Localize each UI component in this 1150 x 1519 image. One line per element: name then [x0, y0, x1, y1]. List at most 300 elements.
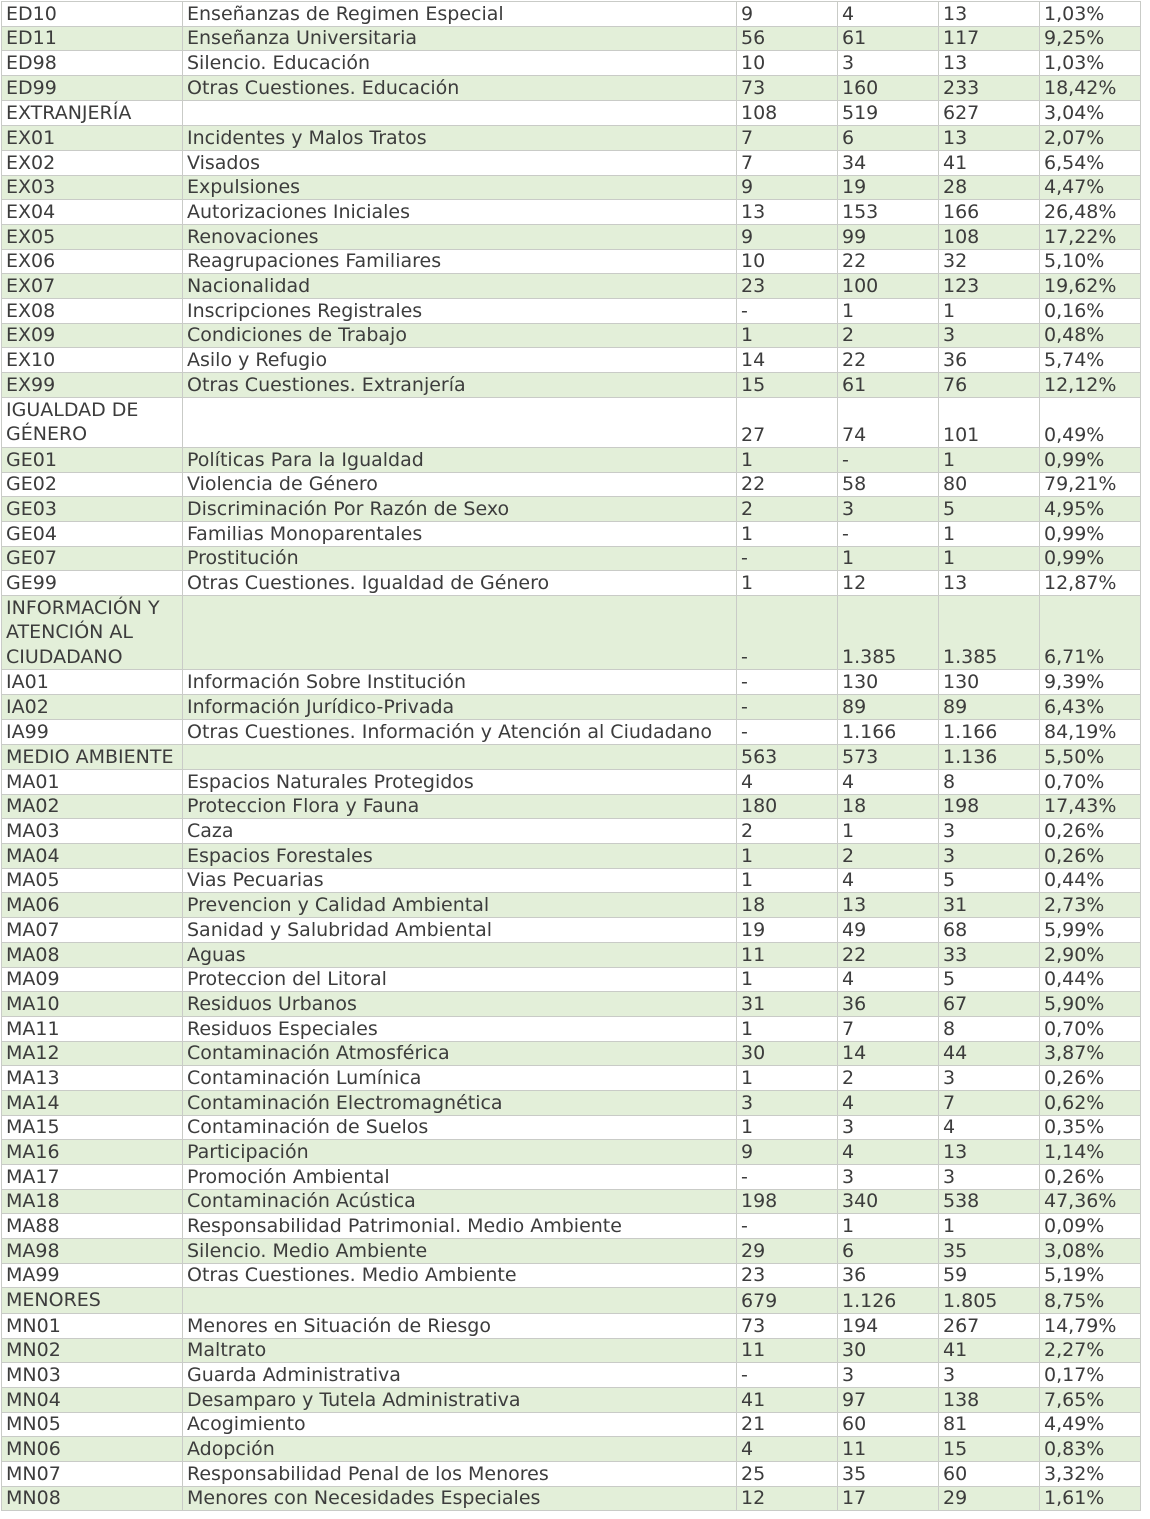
value-cell-1: 1 — [737, 521, 838, 546]
table-row — [2, 225, 1141, 250]
table-row — [2, 51, 1141, 76]
percent-cell: 9,25% — [1040, 26, 1141, 51]
value-cell-1: 23 — [737, 274, 838, 299]
value-cell-2: 19 — [838, 175, 939, 200]
code-cell: MA18 — [2, 1189, 183, 1214]
description-cell: Desamparo y Tutela Administrativa — [183, 1388, 737, 1413]
description-cell: Expulsiones — [183, 175, 737, 200]
table-row — [2, 175, 1141, 200]
percent-cell: 0,99% — [1040, 546, 1141, 571]
code-cell: MA99 — [2, 1263, 183, 1288]
value-cell-1: 9 — [737, 175, 838, 200]
description-cell: Sanidad y Salubridad Ambiental — [183, 918, 737, 943]
value-cell-2: 30 — [838, 1338, 939, 1363]
percent-cell: 0,70% — [1040, 1016, 1141, 1041]
code-cell: GE03 — [2, 497, 183, 522]
code-cell: MA03 — [2, 819, 183, 844]
table-row — [2, 1263, 1141, 1288]
table-row — [2, 76, 1141, 101]
percent-cell: 12,12% — [1040, 373, 1141, 398]
percent-cell: 0,99% — [1040, 521, 1141, 546]
percent-cell: 5,99% — [1040, 918, 1141, 943]
table-row — [2, 150, 1141, 175]
value-cell-2: 130 — [838, 670, 939, 695]
percent-cell: 6,54% — [1040, 150, 1141, 175]
table-row — [2, 868, 1141, 893]
percent-cell: 3,87% — [1040, 1041, 1141, 1066]
value-cell-2: 1.126 — [838, 1288, 939, 1314]
code-cell: GE02 — [2, 472, 183, 497]
code-cell: IGUALDAD DE GÉNERO — [2, 397, 183, 447]
total-cell: 267 — [939, 1313, 1040, 1338]
value-cell-1: 31 — [737, 992, 838, 1017]
table-row — [2, 1363, 1141, 1388]
value-cell-2: 58 — [838, 472, 939, 497]
description-cell: Residuos Especiales — [183, 1016, 737, 1041]
total-cell: 5 — [939, 868, 1040, 893]
table-row — [2, 770, 1141, 795]
description-cell: Silencio. Educación — [183, 51, 737, 76]
value-cell-1: 2 — [737, 819, 838, 844]
total-cell: 33 — [939, 942, 1040, 967]
code-cell: IA01 — [2, 670, 183, 695]
value-cell-2: 1.385 — [838, 595, 939, 670]
value-cell-2: 1.166 — [838, 719, 939, 744]
code-cell: MA14 — [2, 1090, 183, 1115]
description-cell: Reagrupaciones Familiares — [183, 249, 737, 274]
value-cell-1: 563 — [737, 744, 838, 770]
value-cell-2: 2 — [838, 1066, 939, 1091]
description-cell: Asilo y Refugio — [183, 348, 737, 373]
table-row — [2, 2, 1141, 27]
value-cell-1: 1 — [737, 1115, 838, 1140]
code-cell: GE07 — [2, 546, 183, 571]
value-cell-1: 1 — [737, 868, 838, 893]
value-cell-2: 3 — [838, 1115, 939, 1140]
table-row — [2, 373, 1141, 398]
table-row — [2, 1214, 1141, 1239]
value-cell-1: 4 — [737, 1437, 838, 1462]
code-cell: MN01 — [2, 1313, 183, 1338]
total-cell: 28 — [939, 175, 1040, 200]
value-cell-2: 3 — [838, 497, 939, 522]
percent-cell: 0,70% — [1040, 770, 1141, 795]
value-cell-1: 19 — [737, 918, 838, 943]
category-row — [2, 397, 1141, 447]
total-cell: 3 — [939, 323, 1040, 348]
value-cell-2: 3 — [838, 1363, 939, 1388]
code-cell: MA04 — [2, 844, 183, 869]
table-row — [2, 967, 1141, 992]
total-cell: 41 — [939, 150, 1040, 175]
description-cell — [183, 1288, 737, 1314]
code-cell: EXTRANJERÍA — [2, 100, 183, 126]
value-cell-1: 1 — [737, 571, 838, 596]
value-cell-1: 1 — [737, 1016, 838, 1041]
percent-cell: 5,50% — [1040, 744, 1141, 770]
value-cell-1: 7 — [737, 126, 838, 151]
table-row — [2, 521, 1141, 546]
total-cell: 15 — [939, 1437, 1040, 1462]
value-cell-1: 29 — [737, 1239, 838, 1264]
description-cell: Contaminación Lumínica — [183, 1066, 737, 1091]
code-cell: IA02 — [2, 695, 183, 720]
total-cell: 68 — [939, 918, 1040, 943]
description-cell: Residuos Urbanos — [183, 992, 737, 1017]
description-cell: Otras Cuestiones. Igualdad de Género — [183, 571, 737, 596]
percent-cell: 79,21% — [1040, 472, 1141, 497]
percent-cell: 0,17% — [1040, 1363, 1141, 1388]
value-cell-2: 4 — [838, 1140, 939, 1165]
value-cell-2: 1 — [838, 546, 939, 571]
table-row — [2, 546, 1141, 571]
percent-cell: 0,44% — [1040, 967, 1141, 992]
total-cell: 81 — [939, 1412, 1040, 1437]
value-cell-1: - — [737, 299, 838, 324]
total-cell: 44 — [939, 1041, 1040, 1066]
category-row — [2, 744, 1141, 770]
code-cell: GE04 — [2, 521, 183, 546]
value-cell-2: 3 — [838, 51, 939, 76]
total-cell: 8 — [939, 1016, 1040, 1041]
percent-cell: 0,26% — [1040, 819, 1141, 844]
code-cell: MA88 — [2, 1214, 183, 1239]
total-cell: 166 — [939, 200, 1040, 225]
total-cell: 3 — [939, 1066, 1040, 1091]
code-cell: INFORMACIÓN Y ATENCIÓN AL CIUDADANO — [2, 595, 183, 670]
value-cell-2: 4 — [838, 2, 939, 27]
description-cell: Caza — [183, 819, 737, 844]
percent-cell: 4,95% — [1040, 497, 1141, 522]
percent-cell: 4,47% — [1040, 175, 1141, 200]
value-cell-2: 194 — [838, 1313, 939, 1338]
description-cell: Visados — [183, 150, 737, 175]
total-cell: 41 — [939, 1338, 1040, 1363]
category-row — [2, 595, 1141, 670]
value-cell-1: 180 — [737, 794, 838, 819]
percent-cell: 0,09% — [1040, 1214, 1141, 1239]
value-cell-1: 13 — [737, 200, 838, 225]
value-cell-1: 10 — [737, 249, 838, 274]
table-row — [2, 918, 1141, 943]
total-cell: 80 — [939, 472, 1040, 497]
code-cell: GE01 — [2, 447, 183, 472]
description-cell: Otras Cuestiones. Educación — [183, 76, 737, 101]
value-cell-2: 17 — [838, 1486, 939, 1511]
percent-cell: 6,43% — [1040, 695, 1141, 720]
total-cell: 29 — [939, 1486, 1040, 1511]
value-cell-1: - — [737, 546, 838, 571]
description-cell: Políticas Para la Igualdad — [183, 447, 737, 472]
table-row — [2, 1462, 1141, 1487]
percent-cell: 3,04% — [1040, 100, 1141, 126]
value-cell-2: 2 — [838, 323, 939, 348]
percent-cell: 0,16% — [1040, 299, 1141, 324]
table-row — [2, 992, 1141, 1017]
code-cell: MA98 — [2, 1239, 183, 1264]
code-cell: MA08 — [2, 942, 183, 967]
value-cell-2: 7 — [838, 1016, 939, 1041]
description-cell: Enseñanza Universitaria — [183, 26, 737, 51]
description-cell: Proteccion Flora y Fauna — [183, 794, 737, 819]
table-row — [2, 1115, 1141, 1140]
total-cell: 108 — [939, 225, 1040, 250]
code-cell: MA09 — [2, 967, 183, 992]
percent-cell: 5,90% — [1040, 992, 1141, 1017]
table-row — [2, 1090, 1141, 1115]
description-cell: Contaminación Atmosférica — [183, 1041, 737, 1066]
percent-cell: 0,83% — [1040, 1437, 1141, 1462]
description-cell: Menores en Situación de Riesgo — [183, 1313, 737, 1338]
percent-cell: 26,48% — [1040, 200, 1141, 225]
description-cell: Incidentes y Malos Tratos — [183, 126, 737, 151]
value-cell-2: 89 — [838, 695, 939, 720]
value-cell-2: 61 — [838, 373, 939, 398]
percent-cell: 0,49% — [1040, 397, 1141, 447]
total-cell: 5 — [939, 497, 1040, 522]
table-row — [2, 1165, 1141, 1190]
description-cell: Renovaciones — [183, 225, 737, 250]
value-cell-2: - — [838, 447, 939, 472]
table-row — [2, 844, 1141, 869]
value-cell-1: 23 — [737, 1263, 838, 1288]
value-cell-1: 1 — [737, 844, 838, 869]
table-row — [2, 348, 1141, 373]
total-cell: 7 — [939, 1090, 1040, 1115]
value-cell-1: 18 — [737, 893, 838, 918]
code-cell: MA10 — [2, 992, 183, 1017]
value-cell-1: 73 — [737, 76, 838, 101]
value-cell-2: 160 — [838, 76, 939, 101]
table-row — [2, 893, 1141, 918]
code-cell: IA99 — [2, 719, 183, 744]
total-cell: 1 — [939, 1214, 1040, 1239]
value-cell-2: 36 — [838, 1263, 939, 1288]
description-cell: Participación — [183, 1140, 737, 1165]
value-cell-1: 9 — [737, 225, 838, 250]
value-cell-1: 56 — [737, 26, 838, 51]
code-cell: MA06 — [2, 893, 183, 918]
value-cell-2: 22 — [838, 249, 939, 274]
description-cell: Maltrato — [183, 1338, 737, 1363]
code-cell: ED98 — [2, 51, 183, 76]
table-row — [2, 1041, 1141, 1066]
table-row — [2, 323, 1141, 348]
value-cell-2: 14 — [838, 1041, 939, 1066]
value-cell-1: 679 — [737, 1288, 838, 1314]
total-cell: 117 — [939, 26, 1040, 51]
value-cell-1: 25 — [737, 1462, 838, 1487]
value-cell-2: 34 — [838, 150, 939, 175]
value-cell-1: 1 — [737, 1066, 838, 1091]
value-cell-1: 4 — [737, 770, 838, 795]
value-cell-2: 22 — [838, 942, 939, 967]
table-row — [2, 1066, 1141, 1091]
total-cell: 1.136 — [939, 744, 1040, 770]
description-cell: Prevencion y Calidad Ambiental — [183, 893, 737, 918]
percent-cell: 5,74% — [1040, 348, 1141, 373]
value-cell-1: - — [737, 1363, 838, 1388]
percent-cell: 14,79% — [1040, 1313, 1141, 1338]
table-row — [2, 26, 1141, 51]
description-cell: Discriminación Por Razón de Sexo — [183, 497, 737, 522]
total-cell: 1.385 — [939, 595, 1040, 670]
code-cell: MENORES — [2, 1288, 183, 1314]
total-cell: 1 — [939, 521, 1040, 546]
total-cell: 5 — [939, 967, 1040, 992]
value-cell-1: - — [737, 719, 838, 744]
code-cell: MN02 — [2, 1338, 183, 1363]
description-cell: Vias Pecuarias — [183, 868, 737, 893]
percent-cell: 0,26% — [1040, 1165, 1141, 1190]
value-cell-2: 1 — [838, 1214, 939, 1239]
table-row — [2, 942, 1141, 967]
total-cell: 4 — [939, 1115, 1040, 1140]
description-cell — [183, 397, 737, 447]
value-cell-2: 153 — [838, 200, 939, 225]
description-cell: Aguas — [183, 942, 737, 967]
percent-cell: 84,19% — [1040, 719, 1141, 744]
table-row — [2, 571, 1141, 596]
table-row — [2, 1313, 1141, 1338]
value-cell-2: 4 — [838, 770, 939, 795]
code-cell: MA11 — [2, 1016, 183, 1041]
code-cell: EX99 — [2, 373, 183, 398]
value-cell-2: 4 — [838, 1090, 939, 1115]
percent-cell: 0,48% — [1040, 323, 1141, 348]
percent-cell: 1,03% — [1040, 51, 1141, 76]
code-cell: ED99 — [2, 76, 183, 101]
code-cell: MA02 — [2, 794, 183, 819]
description-cell: Promoción Ambiental — [183, 1165, 737, 1190]
value-cell-2: 11 — [838, 1437, 939, 1462]
value-cell-1: - — [737, 1214, 838, 1239]
percent-cell: 9,39% — [1040, 670, 1141, 695]
code-cell: EX03 — [2, 175, 183, 200]
value-cell-2: 340 — [838, 1189, 939, 1214]
value-cell-2: 22 — [838, 348, 939, 373]
description-cell — [183, 100, 737, 126]
total-cell: 59 — [939, 1263, 1040, 1288]
description-cell: Responsabilidad Patrimonial. Medio Ambiente — [183, 1214, 737, 1239]
percent-cell: 7,65% — [1040, 1388, 1141, 1413]
total-cell: 1 — [939, 447, 1040, 472]
value-cell-1: 10 — [737, 51, 838, 76]
total-cell: 3 — [939, 1363, 1040, 1388]
code-cell: EX05 — [2, 225, 183, 250]
description-cell: Silencio. Medio Ambiente — [183, 1239, 737, 1264]
value-cell-2: 18 — [838, 794, 939, 819]
value-cell-1: 41 — [737, 1388, 838, 1413]
value-cell-2: 97 — [838, 1388, 939, 1413]
description-cell: Información Sobre Institución — [183, 670, 737, 695]
description-cell — [183, 595, 737, 670]
value-cell-2: 35 — [838, 1462, 939, 1487]
description-cell: Adopción — [183, 1437, 737, 1462]
code-cell: MN03 — [2, 1363, 183, 1388]
total-cell: 35 — [939, 1239, 1040, 1264]
code-cell: MA12 — [2, 1041, 183, 1066]
total-cell: 233 — [939, 76, 1040, 101]
table-row — [2, 1388, 1141, 1413]
table-row — [2, 126, 1141, 151]
total-cell: 3 — [939, 1165, 1040, 1190]
description-cell: Acogimiento — [183, 1412, 737, 1437]
value-cell-1: 11 — [737, 1338, 838, 1363]
value-cell-1: 1 — [737, 323, 838, 348]
percent-cell: 0,26% — [1040, 1066, 1141, 1091]
value-cell-2: 1 — [838, 299, 939, 324]
table-row — [2, 719, 1141, 744]
description-cell: Información Jurídico-Privada — [183, 695, 737, 720]
value-cell-1: 27 — [737, 397, 838, 447]
total-cell: 123 — [939, 274, 1040, 299]
code-cell: GE99 — [2, 571, 183, 596]
percent-cell: 1,03% — [1040, 2, 1141, 27]
description-cell: Otras Cuestiones. Medio Ambiente — [183, 1263, 737, 1288]
value-cell-2: 99 — [838, 225, 939, 250]
total-cell: 627 — [939, 100, 1040, 126]
percent-cell: 3,32% — [1040, 1462, 1141, 1487]
description-cell: Autorizaciones Iniciales — [183, 200, 737, 225]
value-cell-1: 1 — [737, 967, 838, 992]
percent-cell: 2,27% — [1040, 1338, 1141, 1363]
description-cell: Condiciones de Trabajo — [183, 323, 737, 348]
value-cell-1: 198 — [737, 1189, 838, 1214]
percent-cell: 2,73% — [1040, 893, 1141, 918]
value-cell-2: 2 — [838, 844, 939, 869]
percent-cell: 1,14% — [1040, 1140, 1141, 1165]
table-row — [2, 794, 1141, 819]
table-row — [2, 1437, 1141, 1462]
table-row — [2, 497, 1141, 522]
table-row — [2, 299, 1141, 324]
total-cell: 36 — [939, 348, 1040, 373]
total-cell: 130 — [939, 670, 1040, 695]
total-cell: 1 — [939, 299, 1040, 324]
total-cell: 1 — [939, 546, 1040, 571]
value-cell-2: 74 — [838, 397, 939, 447]
description-cell: Violencia de Género — [183, 472, 737, 497]
percent-cell: 19,62% — [1040, 274, 1141, 299]
statistics-table — [1, 1, 1141, 1511]
code-cell: EX07 — [2, 274, 183, 299]
value-cell-1: 9 — [737, 1140, 838, 1165]
value-cell-1: 73 — [737, 1313, 838, 1338]
table-row — [2, 1016, 1141, 1041]
total-cell: 3 — [939, 819, 1040, 844]
total-cell: 60 — [939, 1462, 1040, 1487]
description-cell: Contaminación de Suelos — [183, 1115, 737, 1140]
code-cell: EX08 — [2, 299, 183, 324]
value-cell-2: - — [838, 521, 939, 546]
table-row — [2, 249, 1141, 274]
total-cell: 76 — [939, 373, 1040, 398]
code-cell: EX04 — [2, 200, 183, 225]
value-cell-1: 11 — [737, 942, 838, 967]
value-cell-2: 519 — [838, 100, 939, 126]
percent-cell: 2,07% — [1040, 126, 1141, 151]
description-cell: Responsabilidad Penal de los Menores — [183, 1462, 737, 1487]
total-cell: 138 — [939, 1388, 1040, 1413]
value-cell-2: 4 — [838, 868, 939, 893]
total-cell: 67 — [939, 992, 1040, 1017]
code-cell: EX10 — [2, 348, 183, 373]
table-row — [2, 695, 1141, 720]
percent-cell: 3,08% — [1040, 1239, 1141, 1264]
table-row — [2, 200, 1141, 225]
code-cell: ED11 — [2, 26, 183, 51]
